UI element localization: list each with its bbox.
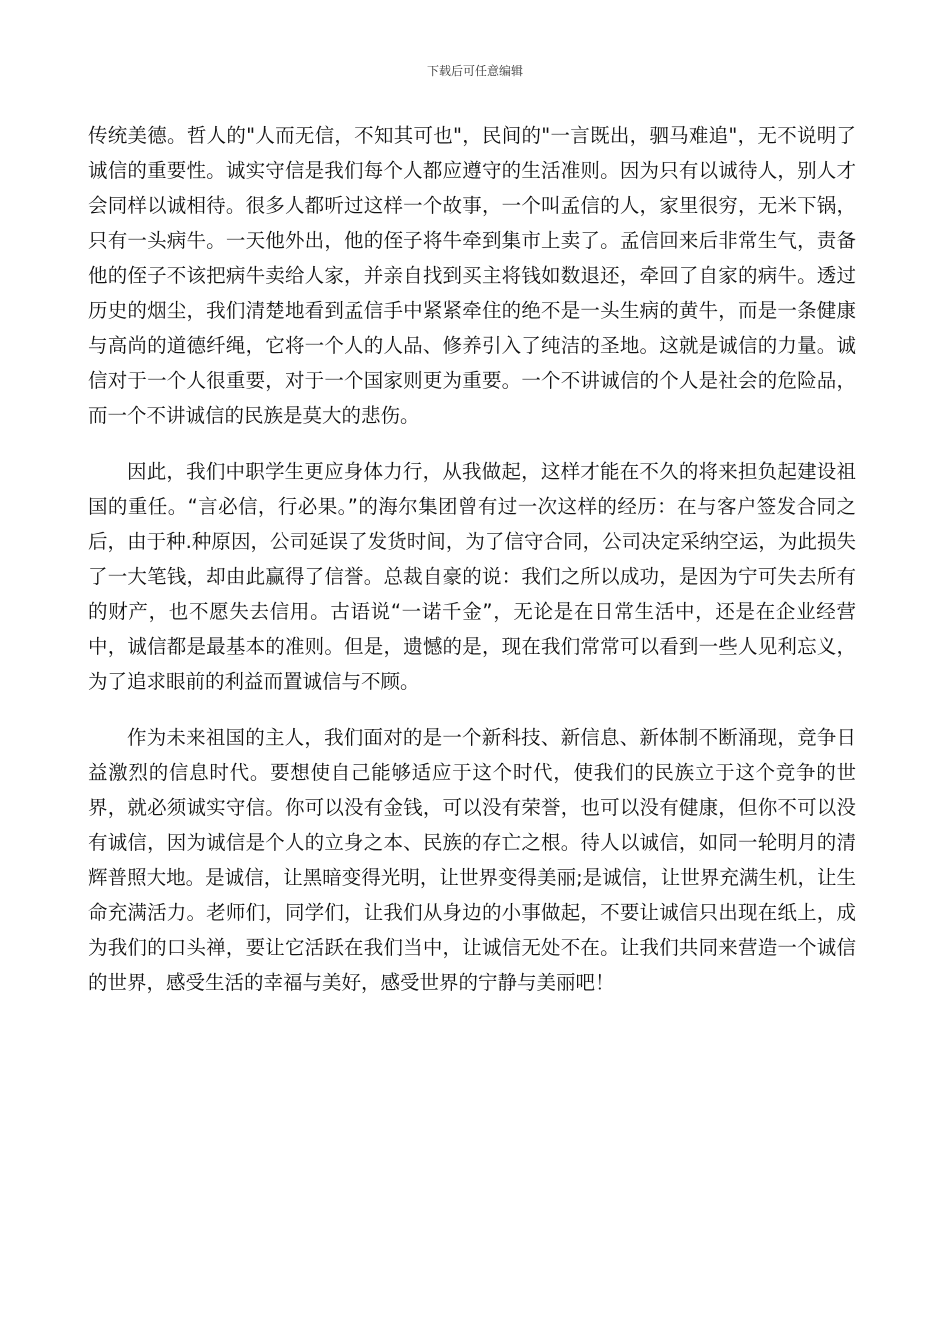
- paragraph-1: 传统美德。哲人的"人而无信，不知其可也"，民间的"一言既出，驷马难追"，无不说明了诚信的重要性。诚实守信是我们每个人都应遵守的生活准则。因为只有以诚待人，别人才会同样以诚相待。很多人都听过这样一个故事，一个叫孟信的人，家里很穷，无米下锅，只有一头病牛。一天他外出，他的侄子将牛牵到集市上卖了。孟信回来后非常生气，责备他的侄子不该把病牛卖给人家，并亲自找到买主将钱如数退还，牵回了自家的病牛。透过历史的烟尘，我们清楚地看到孟信手中紧紧牵住的绝不是一头生病的黄牛，而是一条健康与高尚的道德纤绳，它将一个人的人品、修养引入了纯洁的圣地。这就是诚信的力量。诚信对于一个人很重要，对于一个国家则更为重要。一个不讲诚信的个人是社会的危险品，而一个不讲诚信的民族是莫大的悲伤。: [88, 124, 856, 427]
- paragraph-3: 作为未来祖国的主人，我们面对的是一个新科技、新信息、新体制不断涌现，竞争日益激烈的信息时代。要想使自己能够适应于这个时代，使我们的民族立于这个竞争的世界，就必须诚实守信。你可以没有金钱，可以没有荣誉，也可以没有健康，但你不可以没有诚信，因为诚信是个人的立身之本、民族的存亡之根。待人以诚信，如同一轮明月的清辉普照大地。是诚信，让黑暗变得光明，让世界变得美丽;是诚信，让世界充满生机，让生命充满活力。老师们，同学们，让我们从身边的小事做起，不要让诚信只出现在纸上，成为我们的口头禅，要让它活跃在我们当中，让诚信无处不在。让我们共同来营造一个诚信的世界，感受生活的幸福与美好，感受世界的宁静与美丽吧！: [88, 726, 856, 994]
- paragraph-2: 因此，我们中职学生更应身体力行，从我做起，这样才能在不久的将来担负起建设祖国的重任。“言必信，行必果。”的海尔集团曾有过一次这样的经历：在与客户签发合同之后，由于种.种原因，公司延误了发货时间，为了信守合同，公司决定采纳空运，为此损失了一大笔钱，却由此赢得了信誉。总裁自豪的说：我们之所以成功，是因为宁可失去所有的财产，也不愿失去信用。古语说“一诺千金”，无论是在日常生活中，还是在企业经营中，诚信都是最基本的准则。但是，遗憾的是，现在我们常常可以看到一些人见利忘义，为了追求眼前的利益而置诚信与不顾。: [88, 460, 856, 693]
- document-body: [88, 118, 856, 1021]
- page-header: 下载后可任意编辑: [426, 64, 523, 78]
